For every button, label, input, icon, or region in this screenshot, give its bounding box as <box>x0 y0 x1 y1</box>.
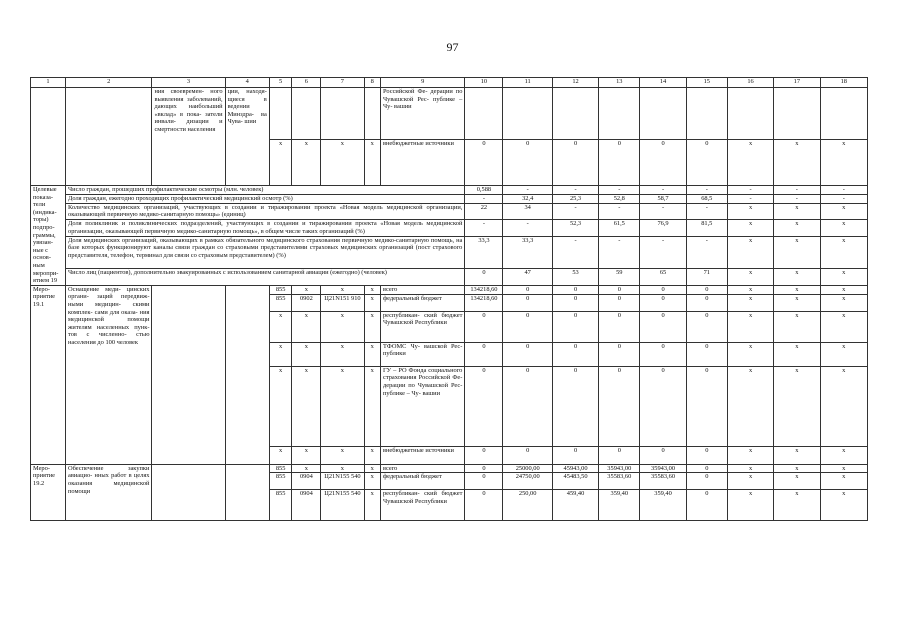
code-cell: 0904 <box>292 473 321 490</box>
column-number: 14 <box>640 78 686 88</box>
code-cell: x <box>364 285 380 294</box>
value-cell: 53 <box>552 269 598 285</box>
indicator-row <box>31 236 868 269</box>
value-cell: 24750,00 <box>503 473 552 490</box>
value-cell: x <box>820 203 867 220</box>
code-cell: x <box>269 446 292 464</box>
table-cell <box>152 464 225 521</box>
value-cell: 0 <box>552 294 598 311</box>
value-cell: x <box>820 140 867 186</box>
code-cell: x <box>269 311 292 342</box>
code-cell: x <box>292 342 321 366</box>
value-cell: 0 <box>503 446 552 464</box>
value-cell: x <box>727 294 773 311</box>
table-cell <box>31 88 66 186</box>
value-cell: 0 <box>503 342 552 366</box>
table-cell <box>152 285 225 464</box>
value-cell: - <box>686 236 727 269</box>
value-cell: 76,9 <box>640 220 686 237</box>
table-cell <box>225 285 269 464</box>
table-cell <box>552 88 598 140</box>
value-cell: 0 <box>599 342 640 366</box>
column-number: 13 <box>599 78 640 88</box>
value-cell: 0 <box>640 366 686 446</box>
value-cell: 0 <box>465 140 503 186</box>
measure-name: Оснащение меди- цинских органи- заций передвиж- ными медицин- скими комплек- сами для оказа- ния медицинской помощи жителям населенных пунк- тов с численно- стью населения до 100 человек <box>66 285 152 464</box>
value-cell: 0 <box>465 269 503 285</box>
value-cell: - <box>640 236 686 269</box>
value-cell: 0 <box>552 342 598 366</box>
value-cell: 0 <box>599 140 640 186</box>
value-cell: x <box>774 464 820 473</box>
value-cell: 0 <box>686 464 727 473</box>
code-cell: x <box>364 342 380 366</box>
value-cell: 0 <box>503 311 552 342</box>
value-cell: 0 <box>599 446 640 464</box>
value-cell: 59 <box>599 269 640 285</box>
value-cell: x <box>727 473 773 490</box>
funding-source: федеральный бюджет <box>380 473 464 490</box>
value-cell: 0 <box>686 366 727 446</box>
code-cell: x <box>364 366 380 446</box>
column-number: 10 <box>465 78 503 88</box>
value-cell: 58,7 <box>640 194 686 203</box>
value-cell: 359,40 <box>640 490 686 521</box>
indicator-row <box>31 269 868 285</box>
funding-source: республикан- ский бюджет Чувашской Республики <box>380 311 464 342</box>
value-cell: 0 <box>465 342 503 366</box>
code-cell: 855 <box>269 294 292 311</box>
value-cell: 0 <box>686 446 727 464</box>
value-cell: x <box>727 342 773 366</box>
value-cell: x <box>727 490 773 521</box>
value-cell: 34 <box>503 203 552 220</box>
value-cell: 52,8 <box>599 194 640 203</box>
value-cell: 0 <box>640 342 686 366</box>
value-cell: - <box>599 186 640 195</box>
value-cell: 0 <box>599 366 640 446</box>
table-cell <box>364 88 380 140</box>
code-cell: x <box>364 473 380 490</box>
value-cell: - <box>599 203 640 220</box>
value-cell: 0 <box>640 311 686 342</box>
value-cell: - <box>465 194 503 203</box>
code-cell: x <box>269 366 292 446</box>
value-cell: 0 <box>686 311 727 342</box>
funding-source: ГУ – РО Фонда социального страхования Российской Фе- дерации по Чувашской Рес- публике – Чу- вашии <box>380 366 464 446</box>
column-number: 1 <box>31 78 66 88</box>
value-cell: x <box>727 366 773 446</box>
code-cell: x <box>292 311 321 342</box>
column-number: 2 <box>66 78 152 88</box>
table-cell <box>686 88 727 140</box>
value-cell: 81,5 <box>686 220 727 237</box>
indicator-text: Число лиц (пациентов), дополнительно эвакуированных с использованием санитарной авиации (ежегодно) (человек) <box>66 269 465 285</box>
value-cell: 0 <box>640 294 686 311</box>
value-cell: 32,4 <box>503 194 552 203</box>
column-number: 9 <box>380 78 464 88</box>
value-cell: x <box>774 473 820 490</box>
value-cell: 0 <box>503 366 552 446</box>
value-cell: - <box>599 236 640 269</box>
column-number: 4 <box>225 78 269 88</box>
code-cell: 855 <box>269 473 292 490</box>
value-cell: - <box>465 220 503 237</box>
code-cell: x <box>292 464 321 473</box>
value-cell: 0 <box>599 285 640 294</box>
column-number: 11 <box>503 78 552 88</box>
value-cell: x <box>727 236 773 269</box>
funding-source: всего <box>380 464 464 473</box>
value-cell: - <box>727 186 773 195</box>
value-cell: x <box>727 203 773 220</box>
column-number: 8 <box>364 78 380 88</box>
value-cell: x <box>727 446 773 464</box>
value-cell: x <box>820 342 867 366</box>
table-cell <box>292 88 321 140</box>
value-cell: x <box>774 285 820 294</box>
value-cell: - <box>686 186 727 195</box>
column-number: 12 <box>552 78 598 88</box>
value-cell: - <box>552 203 598 220</box>
value-cell: x <box>774 342 820 366</box>
funding-source: ТФОМС Чу- вашской Рес- публики <box>380 342 464 366</box>
value-cell: 0 <box>640 446 686 464</box>
code-cell: x <box>292 446 321 464</box>
value-cell: - <box>503 186 552 195</box>
code-cell: 855 <box>269 464 292 473</box>
value-cell: 0 <box>686 140 727 186</box>
value-cell: 0 <box>552 311 598 342</box>
table-cell <box>820 88 867 140</box>
indicator-text: Доля поликлиник и поликлинических подразделений, участвующих в создании и тиражировании проекта «Новая модель медицинской организации, оказывающей первичную медико-санитарную помощь», в общем числе таких организаций (%) <box>66 220 465 237</box>
code-cell: x <box>364 311 380 342</box>
value-cell: 0 <box>503 294 552 311</box>
column-number: 5 <box>269 78 292 88</box>
value-cell: 35943,00 <box>640 464 686 473</box>
value-cell: x <box>774 269 820 285</box>
code-cell: 855 <box>269 285 292 294</box>
indicator-row <box>31 194 868 203</box>
table-cell <box>269 88 292 140</box>
value-cell: - <box>820 186 867 195</box>
indicator-text: Доля медицинских организаций, оказывающих в рамках обязательного медицинского страхования первичную медико-санитарную помощь, на базе которых функционируют каналы связи граждан со страховыми представителями страховых медицинских организаций (пост страхового представителя, телефон, терминал для связи со страховым представителем) (%) <box>66 236 465 269</box>
indicator-text: Количество медицинских организаций, участвующих в создании и тиражировании проекта «Новая модель медицинской организации, оказывающей первичную медико-санитарную помощь» (единиц) <box>66 203 465 220</box>
value-cell: x <box>774 490 820 521</box>
value-cell: - <box>552 186 598 195</box>
value-cell: - <box>727 194 773 203</box>
value-cell: x <box>820 269 867 285</box>
value-cell: 61,5 <box>599 220 640 237</box>
value-cell: 0 <box>503 285 552 294</box>
code-cell: 0904 <box>292 490 321 521</box>
value-cell: 250,00 <box>503 490 552 521</box>
code-cell: x <box>364 446 380 464</box>
value-cell: 0 <box>465 446 503 464</box>
value-cell: 52,3 <box>552 220 598 237</box>
value-cell: 0 <box>686 285 727 294</box>
value-cell: 25,3 <box>552 194 598 203</box>
value-cell: 0 <box>686 294 727 311</box>
measure-name: Обеспечение закупки авиацио- нных работ в целях оказания медицинской помощи <box>66 464 152 521</box>
table-cell <box>66 88 152 186</box>
value-cell: 359,40 <box>599 490 640 521</box>
value-cell: 0 <box>552 366 598 446</box>
value-cell: 0,588 <box>465 186 503 195</box>
code-cell: x <box>292 366 321 446</box>
value-cell: 71 <box>686 269 727 285</box>
value-cell: 0 <box>465 311 503 342</box>
indicator-text: Доля граждан, ежегодно проходящих профилактический медицинский осмотр (%) <box>66 194 465 203</box>
value-cell: x <box>820 236 867 269</box>
code-cell: Ц21N155 540 <box>321 473 364 490</box>
value-cell: - <box>774 186 820 195</box>
value-cell: - <box>820 194 867 203</box>
indicator-row <box>31 186 868 195</box>
code-cell: x <box>269 342 292 366</box>
value-cell: 33,3 <box>503 236 552 269</box>
code-cell: 855 <box>269 490 292 521</box>
value-cell: 35583,60 <box>640 473 686 490</box>
indicators-label: Целевые показа- тели (индика- торы) подпро- граммы, увязан- ные с основ- ным меропри- ятием 19 <box>31 186 66 286</box>
value-cell: x <box>820 294 867 311</box>
value-cell: x <box>727 285 773 294</box>
value-cell: 0 <box>552 140 598 186</box>
code-cell: x <box>321 464 364 473</box>
column-number: 7 <box>321 78 364 88</box>
value-cell: 65 <box>640 269 686 285</box>
table-cell: x <box>292 140 321 186</box>
funding-source: всего <box>380 285 464 294</box>
indicator-row <box>31 220 868 237</box>
column-number: 16 <box>727 78 773 88</box>
value-cell: 0 <box>599 294 640 311</box>
value-cell: x <box>727 269 773 285</box>
value-cell: x <box>820 473 867 490</box>
value-cell: x <box>774 220 820 237</box>
funding-source: республикан- ский бюджет Чувашской Республики <box>380 490 464 521</box>
indicator-text: Число граждан, прошедших профилактические осмотры (млн. человек) <box>66 186 465 195</box>
funding-source: внебюджетные источники <box>380 446 464 464</box>
value-cell: 0 <box>465 366 503 446</box>
value-cell: x <box>727 140 773 186</box>
code-cell: Ц21N151 910 <box>321 294 364 311</box>
value-cell: x <box>774 203 820 220</box>
value-cell: x <box>820 220 867 237</box>
table-row <box>31 88 868 140</box>
table-cell <box>321 88 364 140</box>
indicator-row <box>31 203 868 220</box>
value-cell: - <box>686 203 727 220</box>
code-cell: x <box>321 366 364 446</box>
value-cell: 45483,50 <box>552 473 598 490</box>
code-cell: x <box>321 446 364 464</box>
table-cell: x <box>364 140 380 186</box>
value-cell: 35583,60 <box>599 473 640 490</box>
value-cell: 25000,00 <box>503 464 552 473</box>
column-number: 18 <box>820 78 867 88</box>
funding-source: Российской Фе- дерации по Чувашской Рес- публике – Чу- вашии <box>380 88 464 140</box>
value-cell: - <box>552 236 598 269</box>
value-cell: x <box>820 311 867 342</box>
value-cell: 47 <box>503 269 552 285</box>
value-cell: x <box>727 311 773 342</box>
value-cell: x <box>774 366 820 446</box>
value-cell: x <box>774 446 820 464</box>
code-cell: x <box>364 464 380 473</box>
value-cell: 0 <box>599 311 640 342</box>
value-cell: - <box>640 186 686 195</box>
value-cell: x <box>820 464 867 473</box>
value-cell: 0 <box>465 464 503 473</box>
table-cell: x <box>269 140 292 186</box>
table-cell <box>774 88 820 140</box>
table-cell <box>503 88 552 140</box>
code-cell: x <box>321 342 364 366</box>
value-cell: 0 <box>686 342 727 366</box>
value-cell: x <box>727 220 773 237</box>
measure-row <box>31 285 868 294</box>
value-cell: 22 <box>465 203 503 220</box>
value-cell: - <box>774 194 820 203</box>
code-cell: x <box>364 294 380 311</box>
table-cell <box>465 88 503 140</box>
value-cell: 68,5 <box>686 194 727 203</box>
value-cell: 0 <box>552 446 598 464</box>
value-cell: x <box>727 464 773 473</box>
value-cell: x <box>820 490 867 521</box>
header-row <box>31 78 868 88</box>
value-cell: 45943,00 <box>552 464 598 473</box>
value-cell: 0 <box>552 285 598 294</box>
value-cell: x <box>774 294 820 311</box>
value-cell: x <box>774 140 820 186</box>
code-cell: x <box>292 285 321 294</box>
column-number: 3 <box>152 78 225 88</box>
code-cell: Ц21N155 540 <box>321 490 364 521</box>
value-cell: 33,3 <box>465 236 503 269</box>
value-cell: 0 <box>686 490 727 521</box>
table-cell: x <box>321 140 364 186</box>
table-cell <box>225 464 269 521</box>
value-cell: 35943,00 <box>599 464 640 473</box>
value-cell: x <box>774 236 820 269</box>
measure-label: Меро- приятие 19.2 <box>31 464 66 521</box>
column-number: 6 <box>292 78 321 88</box>
value-cell: 134218,60 <box>465 285 503 294</box>
measure-label: Меро- приятие 19.1 <box>31 285 66 464</box>
code-cell: x <box>321 285 364 294</box>
value-cell: - <box>640 203 686 220</box>
table-cell <box>640 88 686 140</box>
code-cell: 0902 <box>292 294 321 311</box>
table-cell <box>599 88 640 140</box>
column-number: 17 <box>774 78 820 88</box>
value-cell: - <box>503 220 552 237</box>
value-cell: x <box>820 446 867 464</box>
code-cell: x <box>321 311 364 342</box>
column-number: 15 <box>686 78 727 88</box>
value-cell: 0 <box>503 140 552 186</box>
value-cell: 459,40 <box>552 490 598 521</box>
value-cell: 0 <box>640 140 686 186</box>
value-cell: x <box>820 366 867 446</box>
measure-row <box>31 464 868 473</box>
code-cell: x <box>364 490 380 521</box>
value-cell: 134218,60 <box>465 294 503 311</box>
value-cell: 0 <box>686 473 727 490</box>
value-cell: 0 <box>465 490 503 521</box>
funding-source: внебюджетные источники <box>380 140 464 186</box>
value-cell: 0 <box>465 473 503 490</box>
funding-source: федеральный бюджет <box>380 294 464 311</box>
value-cell: 0 <box>640 285 686 294</box>
value-cell: x <box>820 285 867 294</box>
measure-name: ния своевремен- ного выявления заболеваний, дающих наибольший «вклад» в пока- затели инвали- дизации и смертности населения <box>152 88 225 186</box>
value-cell: x <box>774 311 820 342</box>
budget-table <box>30 77 868 521</box>
executor: ции, находя- щиеся в ведении Минздра- ва Чува- шии <box>225 88 269 186</box>
page-number: 97 <box>446 40 459 54</box>
table-cell <box>727 88 773 140</box>
